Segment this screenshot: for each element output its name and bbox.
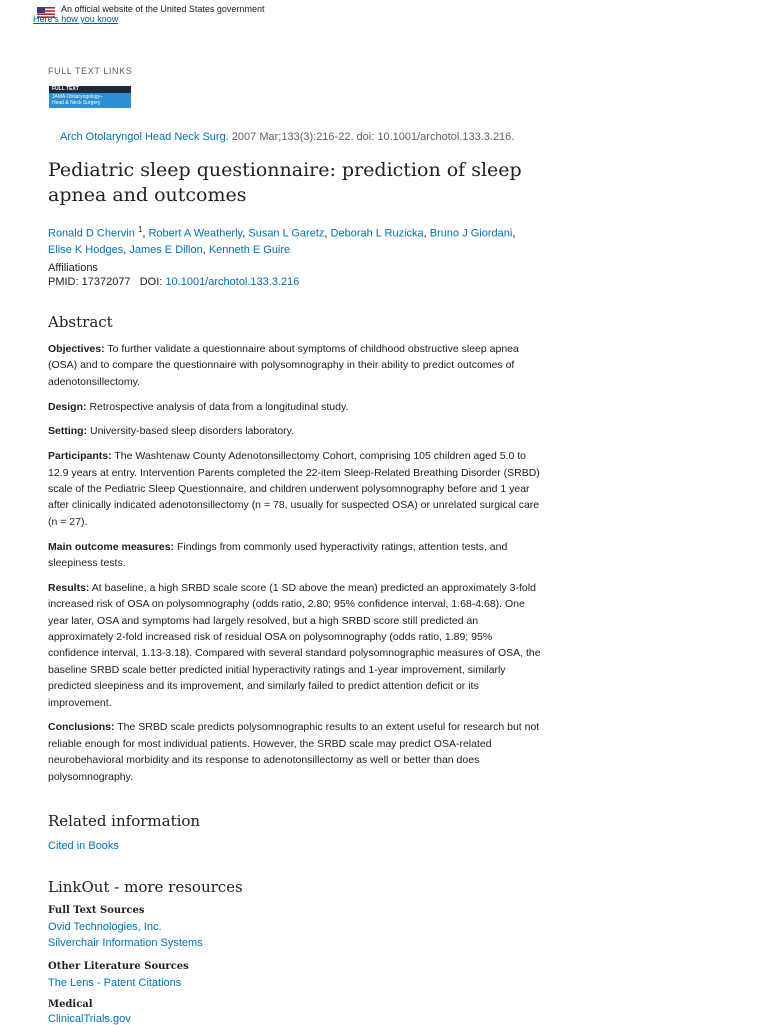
- citation: [60, 131, 514, 143]
- abstract-results: Results: At baseline, a high SRBD scale score (1 SD above the mean) predicted an approximately 3-fold increased risk of OSA on polysomnography (odds ratio, 2.80; 95% confidence interval, 1.68-4.68). One year later, OSA and symptoms had largely resolved, but a high SRBD score still predicted an approximately 2-fold increased risk of residual OSA on polysomnography (odds ratio, 1.89; 95% confidence interval, 1.13-3.18). Compared with several standard polysomnographic measures of OSA, the baseline SRBD scale better predicted initial hyperactivity ratings and 1-year improvement, similarly predicted sleepiness and its improvement, and similarly failed to predict attention deficit or its improvement.: [48, 581, 541, 709]
- author-link[interactable]: Susan L Garetz: [248, 227, 325, 240]
- related-information-heading: Related information: [48, 812, 201, 830]
- logo-tag: FULL TEXT: [52, 86, 79, 92]
- gov-banner-text: An official website of the United States government: [61, 4, 265, 14]
- linkout-heading: LinkOut - more resources: [48, 878, 243, 896]
- full-text-links-label: FULL TEXT LINKS: [48, 66, 133, 76]
- author-affiliation-marker[interactable]: 1: [137, 225, 143, 234]
- author-list: Ronald D Chervin $^1$, Robert A Weatherly, Susan L Garetz, Deborah L Ruzicka, Bruno J Giordani, Elise K Hodges, James E Dillon, Kenneth E Guire: [48, 225, 516, 256]
- author-link[interactable]: Robert A Weatherly: [148, 227, 243, 240]
- linkout-link-ovid[interactable]: Ovid Technologies, Inc.: [48, 921, 162, 933]
- abstract-setting: Setting: University-based sleep disorders laboratory.: [48, 425, 295, 438]
- cited-in-books-link[interactable]: Cited in Books: [48, 840, 119, 852]
- full-text-sources-label: Full Text Sources: [48, 905, 145, 916]
- author-link[interactable]: Bruno J Giordani: [429, 227, 513, 240]
- author-link[interactable]: Kenneth E Guire: [208, 243, 291, 256]
- author-link[interactable]: Deborah L Ruzicka: [330, 227, 424, 240]
- abstract-conclusions: Conclusions: The SRBD scale predicts polysomnographic results to an extent useful for research but not reliable enough for most individual patients. However, the SRBD scale may predict OSA-related neurobehavioral morbidity and its response to adenotonsillectomy as well or better than does polysomnography.: [48, 721, 540, 783]
- medical-label: Medical: [48, 999, 93, 1010]
- heres-how-you-know-link[interactable]: Here's how you know: [33, 14, 119, 24]
- abstract-heading: Abstract: [48, 313, 113, 331]
- abstract-body: [48, 341, 544, 793]
- affiliations-toggle[interactable]: Affiliations: [48, 262, 98, 274]
- gov-banner: [0, 0, 768, 26]
- author-link[interactable]: James E Dillon: [129, 243, 203, 256]
- other-literature-sources-label: Other Literature Sources: [48, 961, 189, 972]
- doi-link[interactable]: 10.1001/archotol.133.3.216: [165, 276, 300, 288]
- article-title: Pediatric sleep questionnaire: prediction of sleep apnea and outcomes: [48, 159, 522, 206]
- linkout-link-clinicaltrials[interactable]: ClinicalTrials.gov: [48, 1013, 131, 1025]
- author-link[interactable]: Ronald D Chervin: [48, 227, 135, 240]
- linkout-link-silverchair[interactable]: Silverchair Information Systems: [48, 937, 203, 949]
- journal-link[interactable]: Arch Otolaryngol Head Neck Surg.: [60, 131, 229, 143]
- doi-label: DOI:: [139, 276, 163, 288]
- linkout-link-the-lens[interactable]: The Lens - Patent Citations: [48, 977, 182, 989]
- abstract-design: Design: Retrospective analysis of data from a longitudinal study.: [48, 400, 349, 413]
- pmid: PMID: 17372077: [48, 276, 131, 288]
- journal-full-text-logo-link[interactable]: [49, 86, 131, 108]
- abstract-main-outcome-measures: Main outcome measures: Findings from commonly used hyperactivity ratings, attention tests, and sleepiness tests.: [48, 540, 508, 570]
- abstract-participants: Participants: The Washtenaw County Adenotonsillectomy Cohort, comprising 105 children aged 5.0 to 12.9 years at entry. Intervention Parents completed the 22-item Sleep-Related Breathing Disorder (SRBD) scale of the Pediatric Sleep Questionnaire, and children underwent polysomnography before and 1 year after clinically indicated adenotonsillectomy (n = 78, usually for suspected OSA) or unrelated surgical care (n = 27).: [48, 450, 540, 528]
- logo-journal-name: JAMA Otolaryngology– Head & Neck Surgery: [52, 94, 103, 106]
- citation-details: 2007 Mar;133(3):216-22. doi: 10.1001/archotol.133.3.216.: [231, 131, 515, 143]
- author-link[interactable]: Elise K Hodges: [48, 243, 124, 256]
- article-identifiers: [48, 276, 299, 288]
- abstract-objectives: Objectives: To further validate a questionnaire about symptoms of childhood obstructive sleep apnea (OSA) and to compare the questionnaire with polysomnography in their ability to predict outcomes of adenotonsillectomy.: [48, 343, 519, 388]
